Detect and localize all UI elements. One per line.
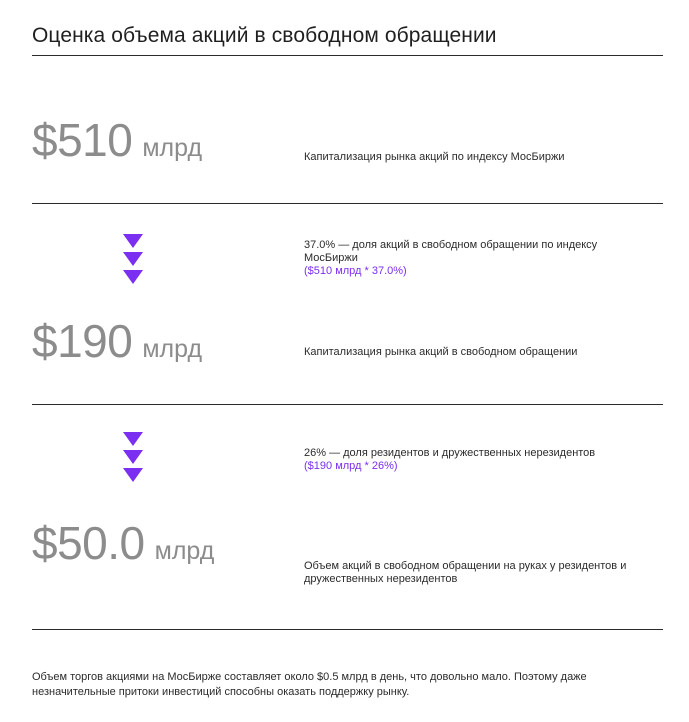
calc-line: ($510 млрд * 37.0%): [304, 265, 407, 277]
share-line: 26% — доля резидентов и дружественных нерезидентов: [304, 447, 596, 459]
value-number: $50.0: [32, 517, 145, 569]
triangle-down-icon: [123, 270, 143, 284]
triangle-down-icon: [123, 432, 143, 446]
page-title: Оценка объема акций в свободном обращении: [32, 24, 497, 47]
free-float-cap-value: [32, 314, 202, 368]
value-unit: млрд: [154, 537, 215, 565]
market-cap-value: [32, 113, 202, 167]
resident-share-text: [304, 447, 644, 473]
arrow-group-2: [121, 432, 145, 486]
resident-volume-description: Объем акций в свободном обращении на руках у резидентов и дружественных нерезидентов: [304, 560, 627, 585]
divider-2: [32, 404, 663, 405]
footer-note: Объем торгов акциями на МосБирже составляет около $0.5 млрд в день, что довольно мало. Поэтому даже незначительные притоки инвестиций способны оказать поддержку рынку.: [32, 671, 587, 698]
free-float-share-text: [304, 239, 614, 278]
value-unit: млрд: [142, 134, 203, 162]
calc-line: ($190 млрд * 26%): [304, 460, 398, 472]
resident-volume-value: [32, 516, 214, 570]
divider-top: [32, 55, 663, 56]
triangle-down-icon: [123, 450, 143, 464]
triangle-down-icon: [123, 234, 143, 248]
market-cap-description: Капитализация рынка акций по индексу МосБиржи: [304, 151, 565, 163]
value-unit: млрд: [142, 335, 203, 363]
divider-3: [32, 629, 663, 630]
free-float-cap-description: Капитализация рынка акций в свободном обращении: [304, 346, 578, 358]
value-number: $190: [32, 315, 133, 367]
divider-1: [32, 203, 663, 204]
triangle-down-icon: [123, 252, 143, 266]
triangle-down-icon: [123, 468, 143, 482]
arrow-group-1: [121, 234, 145, 288]
share-line: 37.0% — доля акций в свободном обращении по индексу МосБиржи: [304, 239, 598, 264]
value-number: $510: [32, 114, 133, 166]
